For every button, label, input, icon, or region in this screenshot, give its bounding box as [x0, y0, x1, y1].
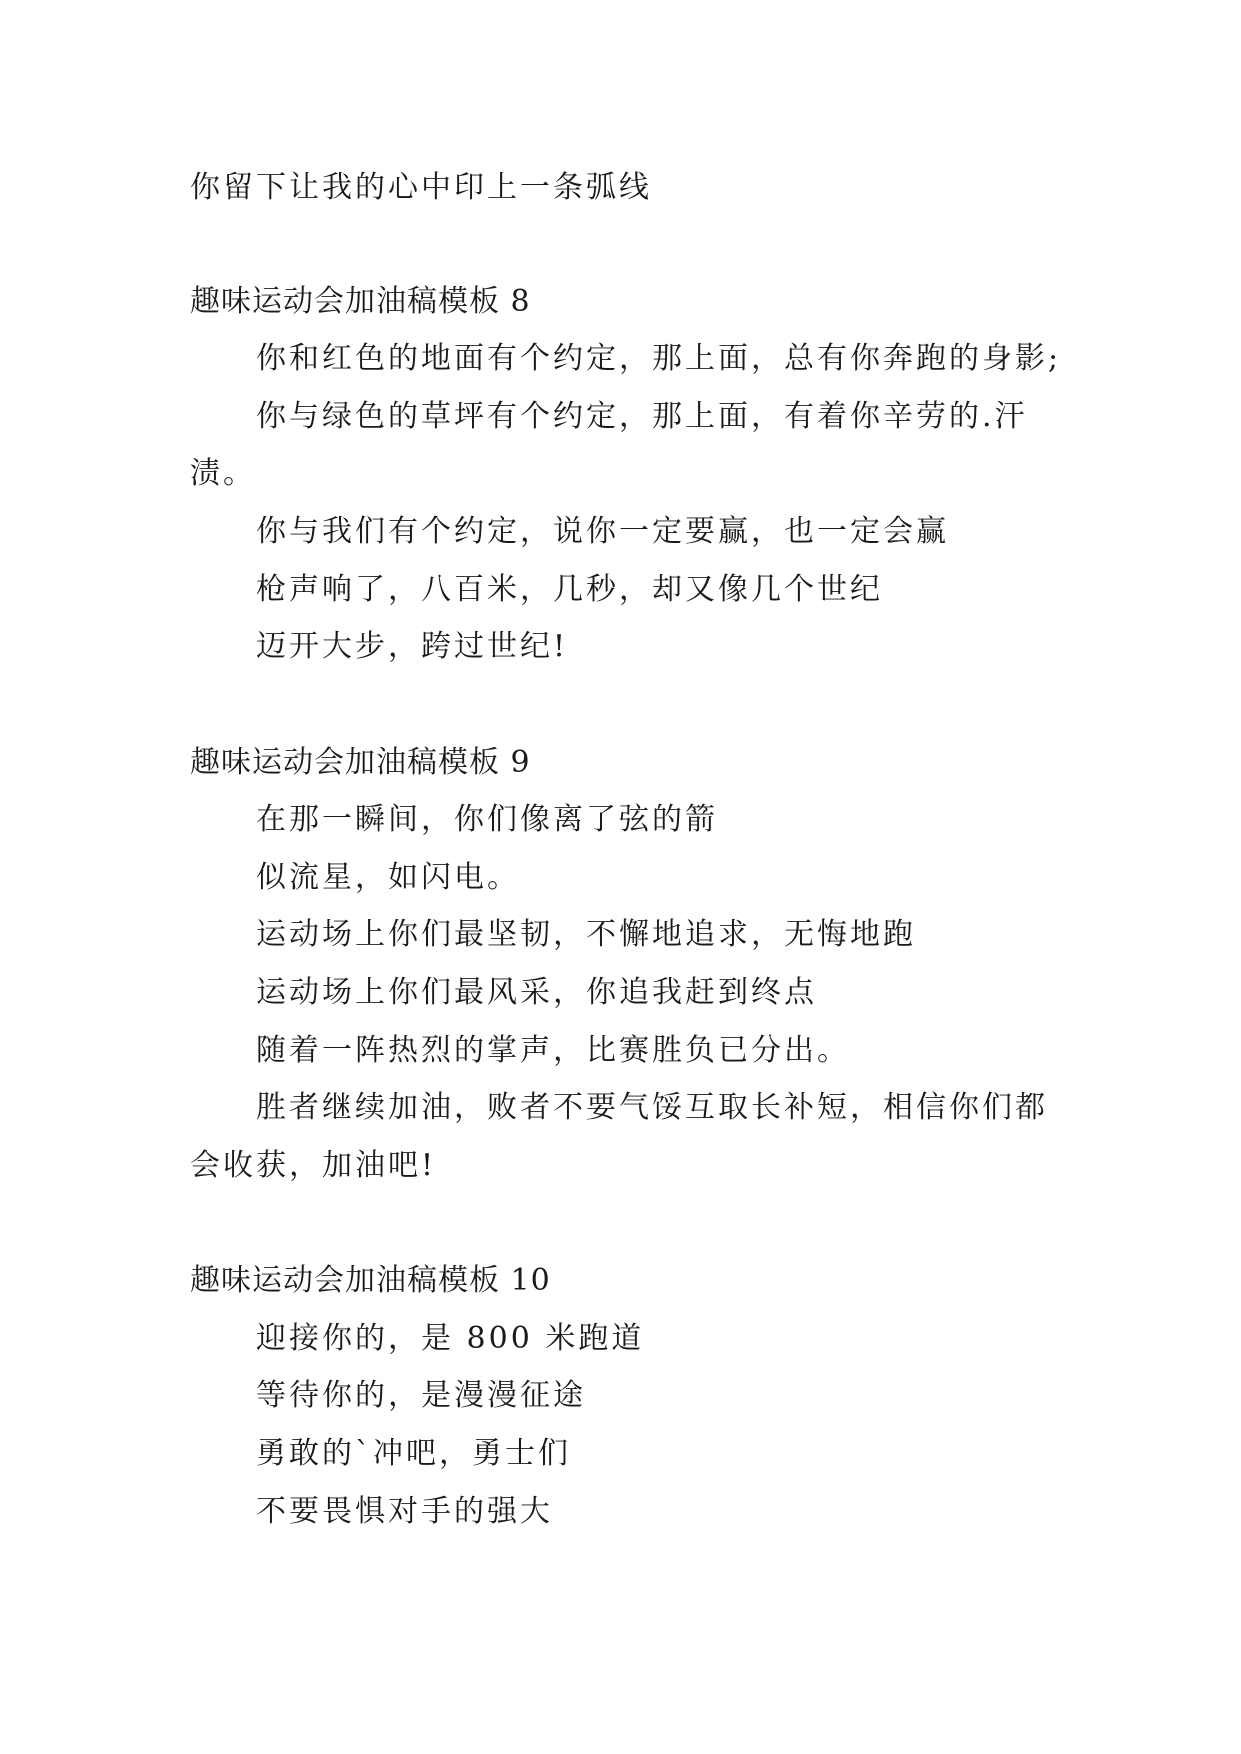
paragraph-line: 运动场上你们最坚韧，不懈地追求，无悔地跑	[256, 917, 916, 952]
paragraph-line: 渍。	[190, 456, 256, 491]
paragraph-line: 枪声响了，八百米，几秒，却又像几个世纪	[256, 572, 883, 607]
paragraph-line: 等待你的，是漫漫征途	[256, 1378, 586, 1413]
paragraph-line: 在那一瞬间，你们像离了弦的箭	[256, 802, 718, 837]
section-heading: 趣味运动会加油稿模板 9	[190, 745, 531, 780]
paragraph-line: 随着一阵热烈的掌声，比赛胜负已分出。	[256, 1033, 850, 1068]
paragraph-line: 勇敢的`冲吧，勇士们	[256, 1436, 571, 1471]
paragraph-line: 运动场上你们最风采，你追我赶到终点	[256, 975, 817, 1010]
intro-line: 你留下让我的心中印上一条弧线	[190, 170, 652, 205]
paragraph-line: 会收获，加油吧!	[190, 1148, 437, 1183]
paragraph-line: 你与我们有个约定，说你一定要赢，也一定会赢	[256, 514, 949, 549]
paragraph-line: 胜者继续加油，败者不要气馁互取长补短，相信你们都	[256, 1090, 1048, 1125]
paragraph-line: 迈开大步，跨过世纪!	[256, 629, 569, 664]
paragraph-line: 你与绿色的草坪有个约定，那上面，有着你辛劳的.汗	[256, 399, 1028, 434]
paragraph-line: 迎接你的，是 800 米跑道	[256, 1321, 645, 1356]
paragraph-line: 你和红色的地面有个约定，那上面，总有你奔跑的身影;	[256, 341, 1062, 376]
paragraph-line: 似流星，如闪电。	[256, 860, 520, 895]
section-heading: 趣味运动会加油稿模板 10	[190, 1263, 551, 1298]
paragraph-line: 不要畏惧对手的强大	[256, 1494, 553, 1529]
section-heading: 趣味运动会加油稿模板 8	[190, 284, 531, 319]
